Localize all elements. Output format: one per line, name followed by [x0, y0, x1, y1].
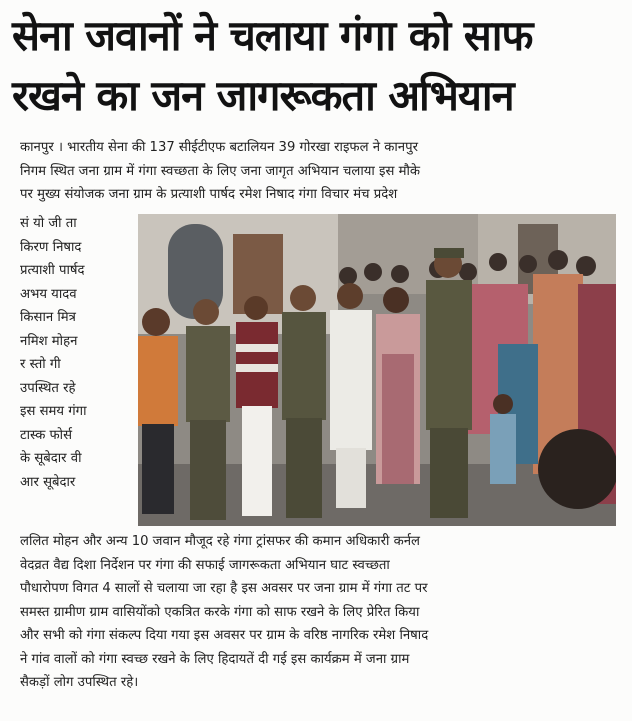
article-line: उपस्थित रहे [20, 380, 76, 396]
article-line: के सूबेदार वी [20, 451, 82, 466]
article-line: टास्क फोर्स [20, 427, 73, 443]
article-line: पर मुख्य संयोजक जना ग्राम के प्रत्याशी पार्षद रमेश निषाद गंगा विचार मंच प्रदेश [20, 187, 398, 202]
headline-line-2: रखने का जन जागरूकता अभियान [12, 71, 514, 120]
article-line: सं यो जी ता [20, 216, 77, 231]
article-intro [20, 136, 618, 207]
article-line: आर सूबेदार [20, 474, 76, 490]
article-line: और सभी को गंगा संकल्प दिया गया इस अवसर पर ग्राम के वरिष्ठ नागरिक रमेश निषाद [20, 628, 429, 643]
article-line: वेदव्रत वैद्य दिशा निर्देशन पर गंगा की सफाई जागरूकता अभियान घाट स्वच्छता [20, 557, 390, 573]
article-continuation [20, 530, 618, 695]
article-line: ने गांव वालों को गंगा स्वच्छ रखने के लिए हिदायतें दी गई इस कार्यक्रम में जना ग्राम [20, 651, 410, 667]
article-line: समस्त ग्रामीण ग्राम वासियोंको एकत्रित करके गंगा को साफ रखने के लिए प्रेरित किया [20, 604, 420, 620]
article-line: ललित मोहन और अन्य 10 जवान मौजूद रहे गंगा ट्रांसफर की कमान अधिकारी कर्नल [20, 534, 420, 549]
headline-line-1: सेना जवानों ने चलाया गंगा को साफ [12, 11, 533, 60]
article-line: सैकड़ों लोग उपस्थित रहे। [20, 675, 139, 690]
article-line: कानपुर । भारतीय सेना की 137 सीईटीएफ बटालियन 39 गोरखा राइफल ने कानपुर [20, 140, 418, 155]
article-line: किरण निषाद [20, 239, 82, 255]
article-line: इस समय गंगा [20, 404, 87, 419]
article-line: अभय यादव [20, 286, 77, 302]
article-line: प्रत्याशी पार्षद [20, 263, 85, 278]
group-photo-illustration [138, 214, 616, 526]
article-line: र स्तो गी [20, 357, 61, 372]
article-line: किसान मित्र [20, 310, 76, 325]
news-photo [138, 214, 616, 526]
article-line: नमिश मोहन [20, 333, 78, 349]
article-left-column [20, 212, 132, 494]
article-line: निगम स्थित जना ग्राम में गंगा स्वच्छता के लिए जना जागृत अभियान चलाया इस मौके [20, 163, 421, 179]
article-line: पौधारोपण विगत 4 सालों से चलाया जा रहा है इस अवसर पर जना ग्राम में गंगा तट पर [20, 581, 428, 596]
